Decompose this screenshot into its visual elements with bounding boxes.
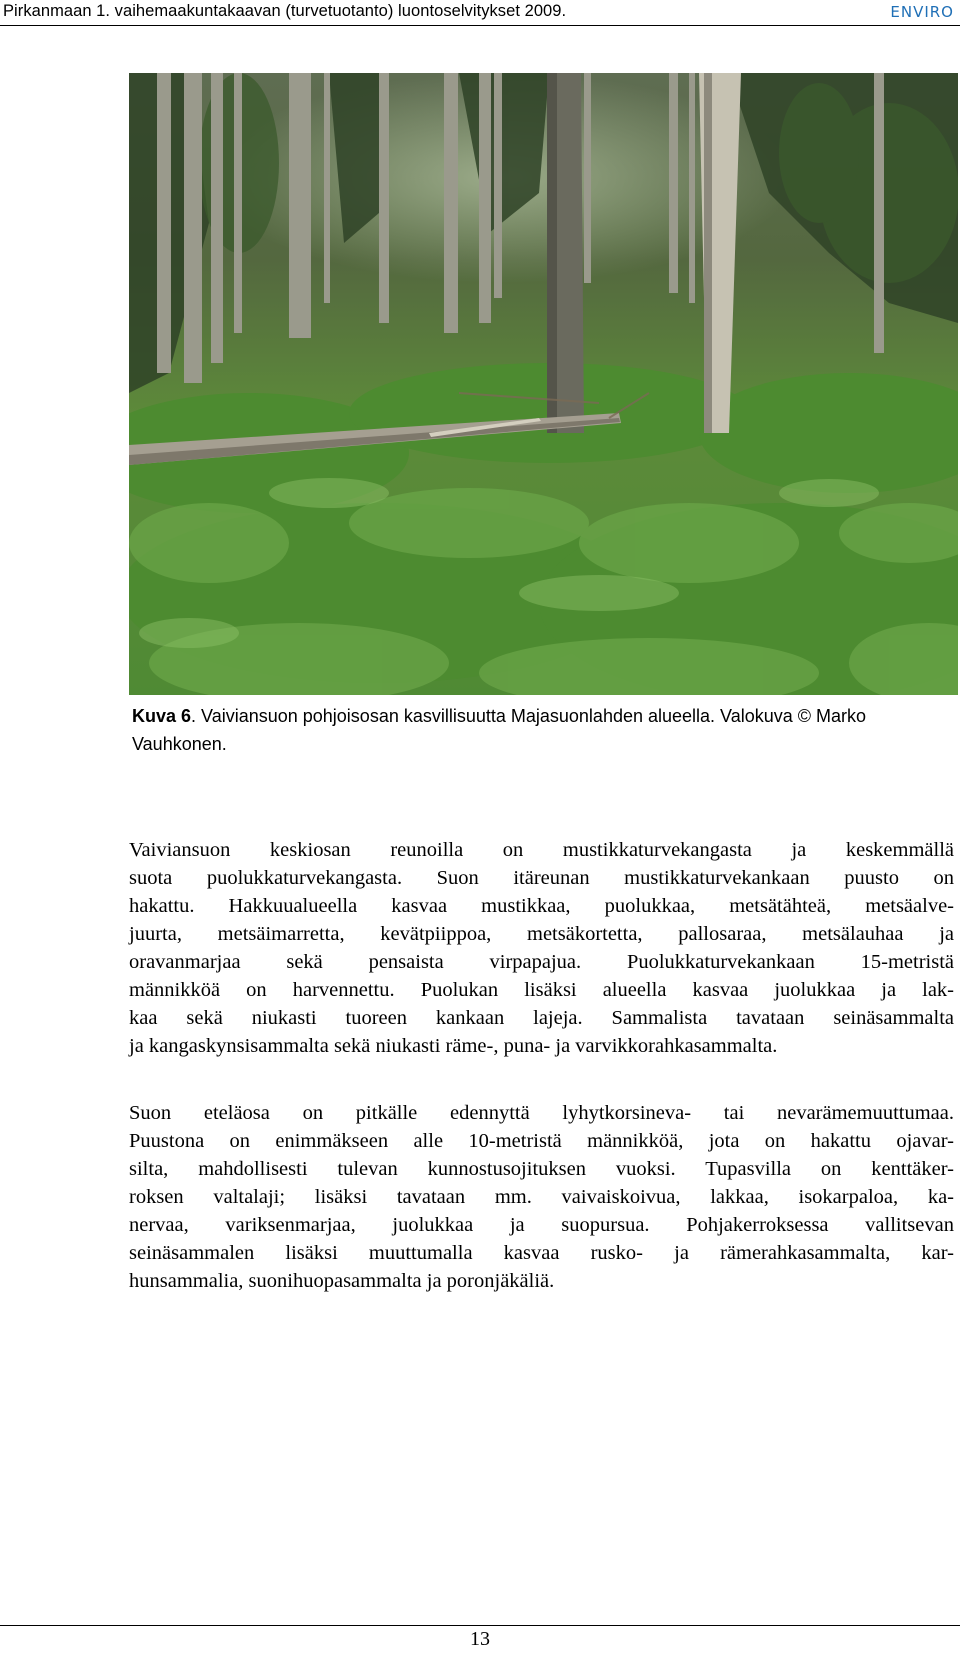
paragraph-line: seinäsammalen lisäksi muuttumalla kasvaa rusko- ja rämerahkasammalta, kar- [129, 1242, 954, 1264]
enviro-logo: ENVIRO [890, 3, 954, 21]
paragraph-line: ja kangaskynsisammalta sekä niukasti räme-, puna- ja varvikkorahkasammalta. [129, 1035, 778, 1057]
paragraph-line: nervaa, variksenmarjaa, juolukkaa ja suopursua. Pohjakerroksessa vallitsevan [129, 1214, 954, 1236]
paragraph-line: suota puolukkaturvekangasta. Suon itäreunan mustikkaturvekankaan puusto on [129, 867, 954, 889]
paragraph-line: kaa sekä niukasti tuoreen kankaan lajeja. Sammalista tavataan seinäsammalta [129, 1007, 954, 1029]
figure-caption [132, 702, 957, 758]
paragraph-line: silta, mahdollisesti tulevan kunnostusojituksen vuoksi. Tupasvilla on kenttäker- [129, 1158, 954, 1180]
caption-label: Kuva 6 [132, 706, 192, 726]
paragraph-line: Suon eteläosa on pitkälle edennyttä lyhytkorsineva- tai nevarämemuuttumaa. [129, 1102, 954, 1124]
caption-text: . Vaiviansuon pohjoisosan kasvillisuutta Majasuonlahden alueella. Valokuva © Marko Vauhkonen. [132, 706, 867, 754]
paragraph-line: juurta, metsäimarretta, kevätpiippoa, metsäkortetta, pallosaraa, metsälauhaa ja [129, 923, 954, 945]
report-title: Pirkanmaan 1. vaihemaakuntakaavan (turvetuotanto) luontoselvitykset 2009. [3, 2, 567, 20]
paragraph-line: hakattu. Hakkuualueella kasvaa mustikkaa, puolukkaa, metsätähteä, metsäalve- [129, 895, 954, 917]
header-divider [0, 25, 960, 26]
paragraph-line: Puustona on enimmäkseen alle 10-metristä männikköä, jota on hakattu ojavar- [129, 1130, 954, 1152]
paragraph-line: hunsammalia, suonihuopasammalta ja poronjäkäliä. [129, 1270, 555, 1292]
paragraph-line: Vaiviansuon keskiosan reunoilla on mustikkaturvekangasta ja keskemmällä [129, 839, 954, 861]
body-paragraph-1 [129, 836, 954, 1060]
paragraph-line: roksen valtalaji; lisäksi tavataan mm. vaivaiskoivua, lakkaa, isokarpaloa, ka- [129, 1186, 954, 1208]
paragraph-line: oravanmarjaa sekä pensaista virpapajua. Puolukkaturvekankaan 15-metristä [129, 951, 954, 973]
paragraph-line: männikköä on harvennettu. Puolukan lisäksi alueella kasvaa juolukkaa ja lak- [129, 979, 954, 1001]
footer-divider [0, 1625, 960, 1626]
forest-photo [129, 73, 958, 695]
body-paragraph-2 [129, 1099, 954, 1295]
page-number: 13 [470, 1628, 490, 1650]
page-header [0, 0, 960, 26]
